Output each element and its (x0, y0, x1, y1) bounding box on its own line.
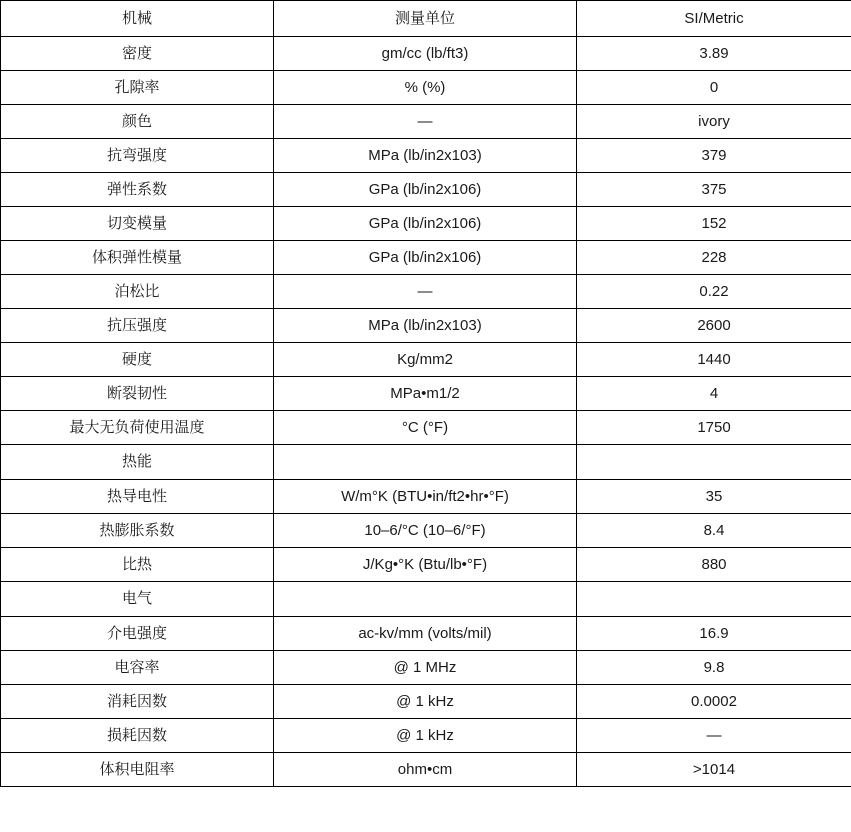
property-value: 1440 (577, 343, 851, 377)
section-unit-empty (274, 582, 577, 617)
table-row (1, 241, 851, 275)
property-value: — (577, 719, 851, 753)
table-row (1, 275, 851, 309)
column-header-property: 机械 (1, 1, 274, 37)
table-row (1, 480, 851, 514)
property-value: 379 (577, 139, 851, 173)
section-value-empty (577, 582, 851, 617)
property-value: 880 (577, 548, 851, 582)
table-row (1, 71, 851, 105)
property-unit: % (%) (274, 71, 577, 105)
property-value: 3.89 (577, 37, 851, 71)
section-title: 热能 (1, 445, 274, 480)
property-value: 35 (577, 480, 851, 514)
property-unit: @ 1 kHz (274, 719, 577, 753)
section-unit-empty (274, 445, 577, 480)
table-row (1, 377, 851, 411)
property-name: 损耗因数 (1, 719, 274, 753)
property-unit: J/Kg•°K (Btu/lb•°F) (274, 548, 577, 582)
property-name: 弹性系数 (1, 173, 274, 207)
table-row (1, 309, 851, 343)
property-name: 体积电阻率 (1, 753, 274, 787)
property-name: 断裂韧性 (1, 377, 274, 411)
table-row (1, 411, 851, 445)
property-unit: — (274, 105, 577, 139)
property-name: 密度 (1, 37, 274, 71)
property-name: 电容率 (1, 651, 274, 685)
property-value: 16.9 (577, 617, 851, 651)
column-header-unit: 测量单位 (274, 1, 577, 37)
property-value: 0.0002 (577, 685, 851, 719)
property-unit: ohm•cm (274, 753, 577, 787)
property-unit: GPa (lb/in2x106) (274, 207, 577, 241)
property-value: 375 (577, 173, 851, 207)
property-unit: ac-kv/mm (volts/mil) (274, 617, 577, 651)
property-name: 消耗因数 (1, 685, 274, 719)
table-row (1, 173, 851, 207)
table-row (1, 651, 851, 685)
property-value: >1014 (577, 753, 851, 787)
section-row-electrical (1, 582, 851, 617)
property-value: 152 (577, 207, 851, 241)
property-name: 热膨胀系数 (1, 514, 274, 548)
table-row (1, 37, 851, 71)
section-title: 电气 (1, 582, 274, 617)
property-name: 抗压强度 (1, 309, 274, 343)
property-unit: 10–6/°C (10–6/°F) (274, 514, 577, 548)
section-value-empty (577, 445, 851, 480)
column-header-value: SI/Metric (577, 1, 851, 37)
table-row (1, 343, 851, 377)
property-value: 1750 (577, 411, 851, 445)
property-value: 0 (577, 71, 851, 105)
table-body (1, 1, 851, 787)
table-row (1, 617, 851, 651)
property-value: 8.4 (577, 514, 851, 548)
property-unit: MPa (lb/in2x103) (274, 309, 577, 343)
property-name: 泊松比 (1, 275, 274, 309)
property-name: 颜色 (1, 105, 274, 139)
property-name: 切变模量 (1, 207, 274, 241)
property-unit: W/m°K (BTU•in/ft2•hr•°F) (274, 480, 577, 514)
property-unit: Kg/mm2 (274, 343, 577, 377)
property-name: 热导电性 (1, 480, 274, 514)
property-name: 体积弹性模量 (1, 241, 274, 275)
property-unit: GPa (lb/in2x106) (274, 173, 577, 207)
section-row-thermal (1, 445, 851, 480)
property-name: 硬度 (1, 343, 274, 377)
property-unit: @ 1 MHz (274, 651, 577, 685)
property-value: 4 (577, 377, 851, 411)
property-value: 228 (577, 241, 851, 275)
property-unit: °C (°F) (274, 411, 577, 445)
property-value: 0.22 (577, 275, 851, 309)
table-header-row (1, 1, 851, 37)
property-name: 最大无负荷使用温度 (1, 411, 274, 445)
property-name: 比热 (1, 548, 274, 582)
property-value: ivory (577, 105, 851, 139)
table-row (1, 105, 851, 139)
table-row (1, 207, 851, 241)
property-name: 孔隙率 (1, 71, 274, 105)
property-value: 2600 (577, 309, 851, 343)
property-unit: @ 1 kHz (274, 685, 577, 719)
table-row (1, 139, 851, 173)
table-row (1, 719, 851, 753)
property-name: 抗弯强度 (1, 139, 274, 173)
property-value: 9.8 (577, 651, 851, 685)
property-unit: GPa (lb/in2x106) (274, 241, 577, 275)
property-unit: gm/cc (lb/ft3) (274, 37, 577, 71)
table-row (1, 685, 851, 719)
property-name: 介电强度 (1, 617, 274, 651)
table-row (1, 753, 851, 787)
property-unit: MPa (lb/in2x103) (274, 139, 577, 173)
property-unit: MPa•m1/2 (274, 377, 577, 411)
property-unit: — (274, 275, 577, 309)
table-row (1, 514, 851, 548)
table-row (1, 548, 851, 582)
